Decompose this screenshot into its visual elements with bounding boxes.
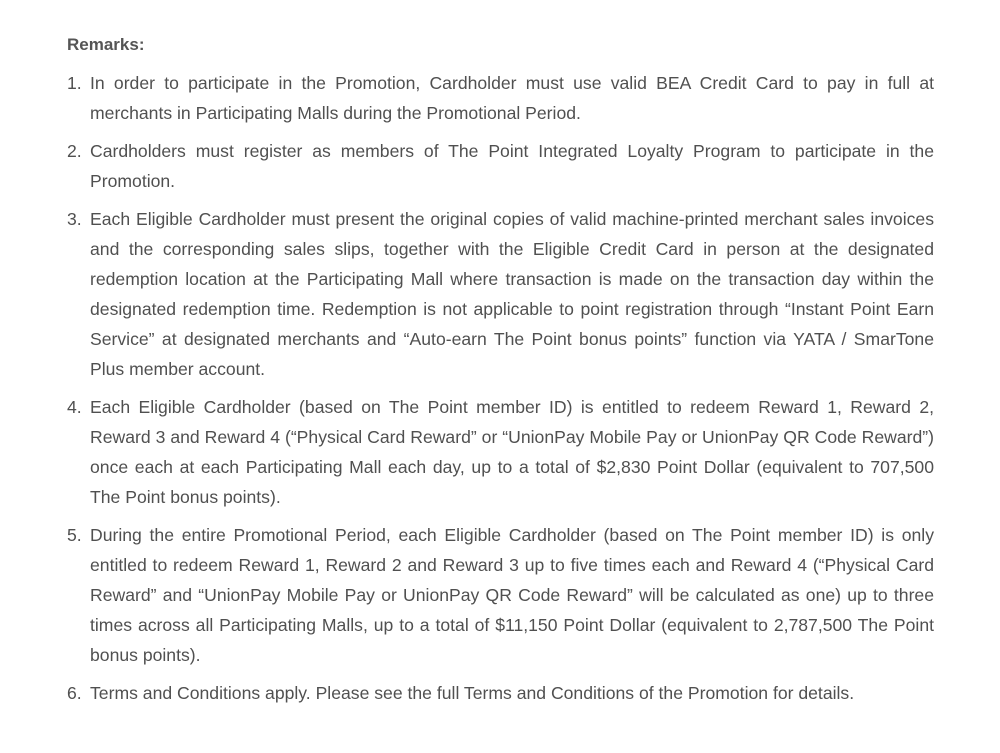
list-item-number: 2. <box>67 141 82 161</box>
list-item <box>67 678 934 708</box>
list-item <box>67 520 934 670</box>
list-item-text: In order to participate in the Promotion, Cardholder must use valid BEA Credit Card to pay in full at merchants in Participating Malls during the Promotional Period. <box>90 73 934 123</box>
list-item-text: Each Eligible Cardholder must present the original copies of valid machine-printed merchant sales invoices and the corresponding sales slips, together with the Eligible Credit Card in person at the designated redemption location at the Participating Mall where transaction is made on the transaction day within the designated redemption time. Redemption is not applicable to point registration through “Instant Point Earn Service” at designated merchants and “Auto-earn The Point bonus points” function via YATA / SmarTone Plus member account. <box>90 209 934 379</box>
list-item-text: Each Eligible Cardholder (based on The Point member ID) is entitled to redeem Reward 1, Reward 2, Reward 3 and Reward 4 (“Physical Card Reward” or “UnionPay Mobile Pay or UnionPay QR Code Reward”) once each at each Participating Mall each day, up to a total of $2,830 Point Dollar (equivalent to 707,500 The Point bonus points). <box>90 397 934 507</box>
list-item-number: 5. <box>67 525 82 545</box>
list-item-text: During the entire Promotional Period, each Eligible Cardholder (based on The Point member ID) is only entitled to redeem Reward 1, Reward 2 and Reward 3 up to five times each and Reward 4 (“Physical Card Reward” and “UnionPay Mobile Pay or UnionPay QR Code Reward” will be calculated as one) up to three times across all Participating Malls, up to a total of $11,150 Point Dollar (equivalent to 2,787,500 The Point bonus points). <box>90 525 934 665</box>
list-item-number: 3. <box>67 209 82 229</box>
list-item-number: 4. <box>67 397 82 417</box>
remarks-title: Remarks: <box>67 35 145 54</box>
list-item <box>67 392 934 512</box>
list-item-text: Cardholders must register as members of The Point Integrated Loyalty Program to participate in the Promotion. <box>90 141 934 191</box>
list-item <box>67 68 934 128</box>
list-item-number: 6. <box>67 683 82 703</box>
list-item-number: 1. <box>67 73 82 93</box>
list-item-text: Terms and Conditions apply. Please see the full Terms and Conditions of the Promotion for details. <box>90 683 855 703</box>
remarks-list <box>67 68 934 716</box>
list-item <box>67 136 934 196</box>
list-item <box>67 204 934 384</box>
